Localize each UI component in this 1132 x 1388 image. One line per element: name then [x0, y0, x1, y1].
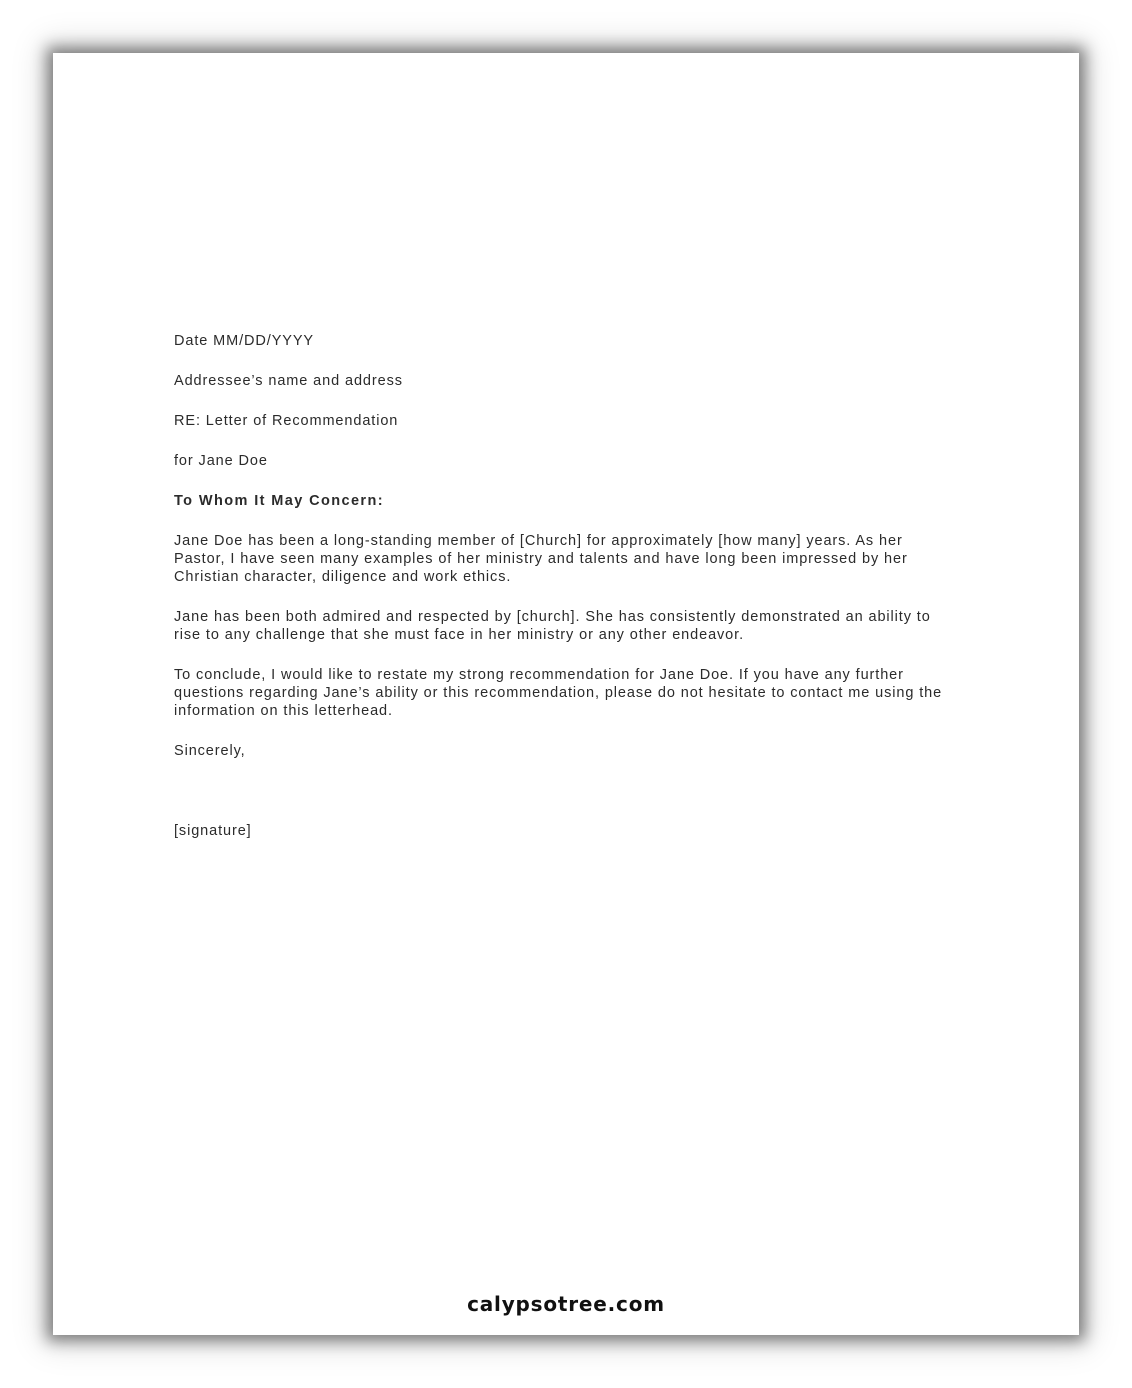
letter-paragraph: Jane has been both admired and respected by [church]. She has consistently demonstrated an ability to rise to any challenge that she must face in her ministry or any other endeavor. [174, 609, 931, 643]
letter-subject-for: for Jane Doe [174, 453, 268, 469]
letter-addressee: Addressee’s name and address [174, 373, 403, 389]
letter-salutation: To Whom It May Concern: [174, 493, 384, 509]
document-page [53, 53, 1079, 1335]
letter-paragraph: To conclude, I would like to restate my strong recommendation for Jane Doe. If you have any further questions regarding Jane’s ability or this recommendation, please do not hesitate to contact me using the information on this letterhead. [174, 667, 943, 719]
letter-subject: RE: Letter of Recommendation [174, 413, 399, 429]
letter-signature: [signature] [174, 823, 252, 839]
letter-date: Date MM/DD/YYYY [174, 333, 314, 349]
letter-paragraph: Jane Doe has been a long-standing member of [Church] for approximately [how many] years. As her Pastor, I have seen many examples of her ministry and talents and have long been impressed by her Christian character, diligence and work ethics. [174, 533, 908, 585]
site-watermark: calypsotree.com [467, 1292, 665, 1316]
letter-body [174, 332, 954, 862]
letter-closing: Sincerely, [174, 743, 246, 759]
